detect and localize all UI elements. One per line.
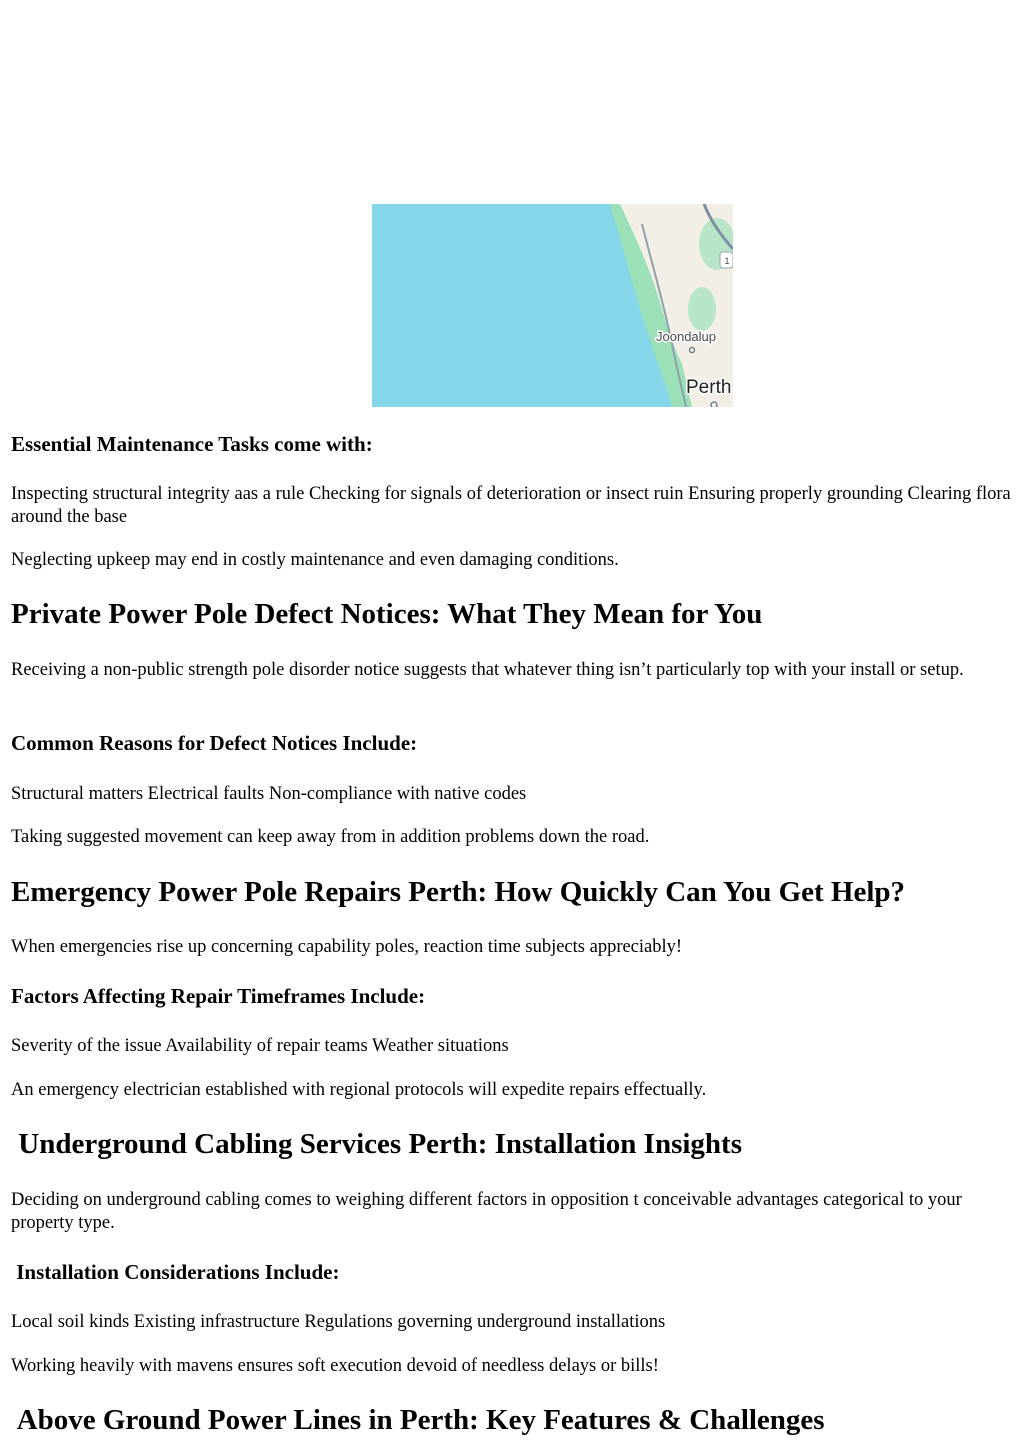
underground-considerations-list: Local soil kinds Existing infrastructure Regulations governing underground installations	[11, 1312, 666, 1332]
defect-reasons-heading: Common Reasons for Defect Notices Include:	[11, 731, 418, 755]
defect-note: Taking suggested movement can keep away from in addition problems down the road.	[11, 827, 650, 847]
map-park-area	[688, 287, 716, 331]
underground-note: Working heavily with mavens ensures soft execution devoid of needless delays or bills!	[11, 1356, 659, 1376]
defect-title: Private Power Pole Defect Notices: What They Mean for You	[11, 598, 763, 630]
maintenance-list: Inspecting structural integrity aas a rule Checking for signals of deterioration or insect ruin Ensuring properly grounding Clearing flora around the base	[11, 484, 1011, 527]
emergency-factors-list: Severity of the issue Availability of repair teams Weather situations	[11, 1036, 509, 1056]
map-graphic	[372, 204, 733, 407]
underground-intro: Deciding on underground cabling comes to weighing different factors in opposition t conceivable advantages categorical to your property type.	[11, 1190, 962, 1233]
underground-title: Underground Cabling Services Perth: Installation Insights	[11, 1128, 742, 1160]
emergency-intro: When emergencies rise up concerning capability poles, reaction time subjects appreciably!	[11, 937, 683, 957]
map-label-perth: Perth	[686, 377, 732, 398]
defect-reasons-list: Structural matters Electrical faults Non-compliance with native codes	[11, 784, 527, 804]
maintenance-heading: Essential Maintenance Tasks come with:	[11, 432, 373, 456]
maintenance-note: Neglecting upkeep may end in costly maintenance and even damaging conditions.	[11, 550, 619, 570]
location-map[interactable]	[372, 204, 733, 407]
above-ground-title: Above Ground Power Lines in Perth: Key Features & Challenges	[11, 1404, 825, 1436]
underground-considerations-heading: Installation Considerations Include:	[11, 1260, 340, 1284]
defect-intro: Receiving a non-public strength pole disorder notice suggests that whatever thing isn’t particularly top with your install or setup.	[11, 660, 964, 680]
map-label-joondalup: Joondalup	[656, 329, 716, 344]
emergency-title: Emergency Power Pole Repairs Perth: How Quickly Can You Get Help?	[11, 876, 906, 908]
emergency-note: An emergency electrician established with regional protocols will expedite repairs effectually.	[11, 1080, 707, 1100]
map-route-shield-label: 1	[724, 256, 730, 266]
emergency-factors-heading: Factors Affecting Repair Timeframes Include:	[11, 984, 426, 1008]
